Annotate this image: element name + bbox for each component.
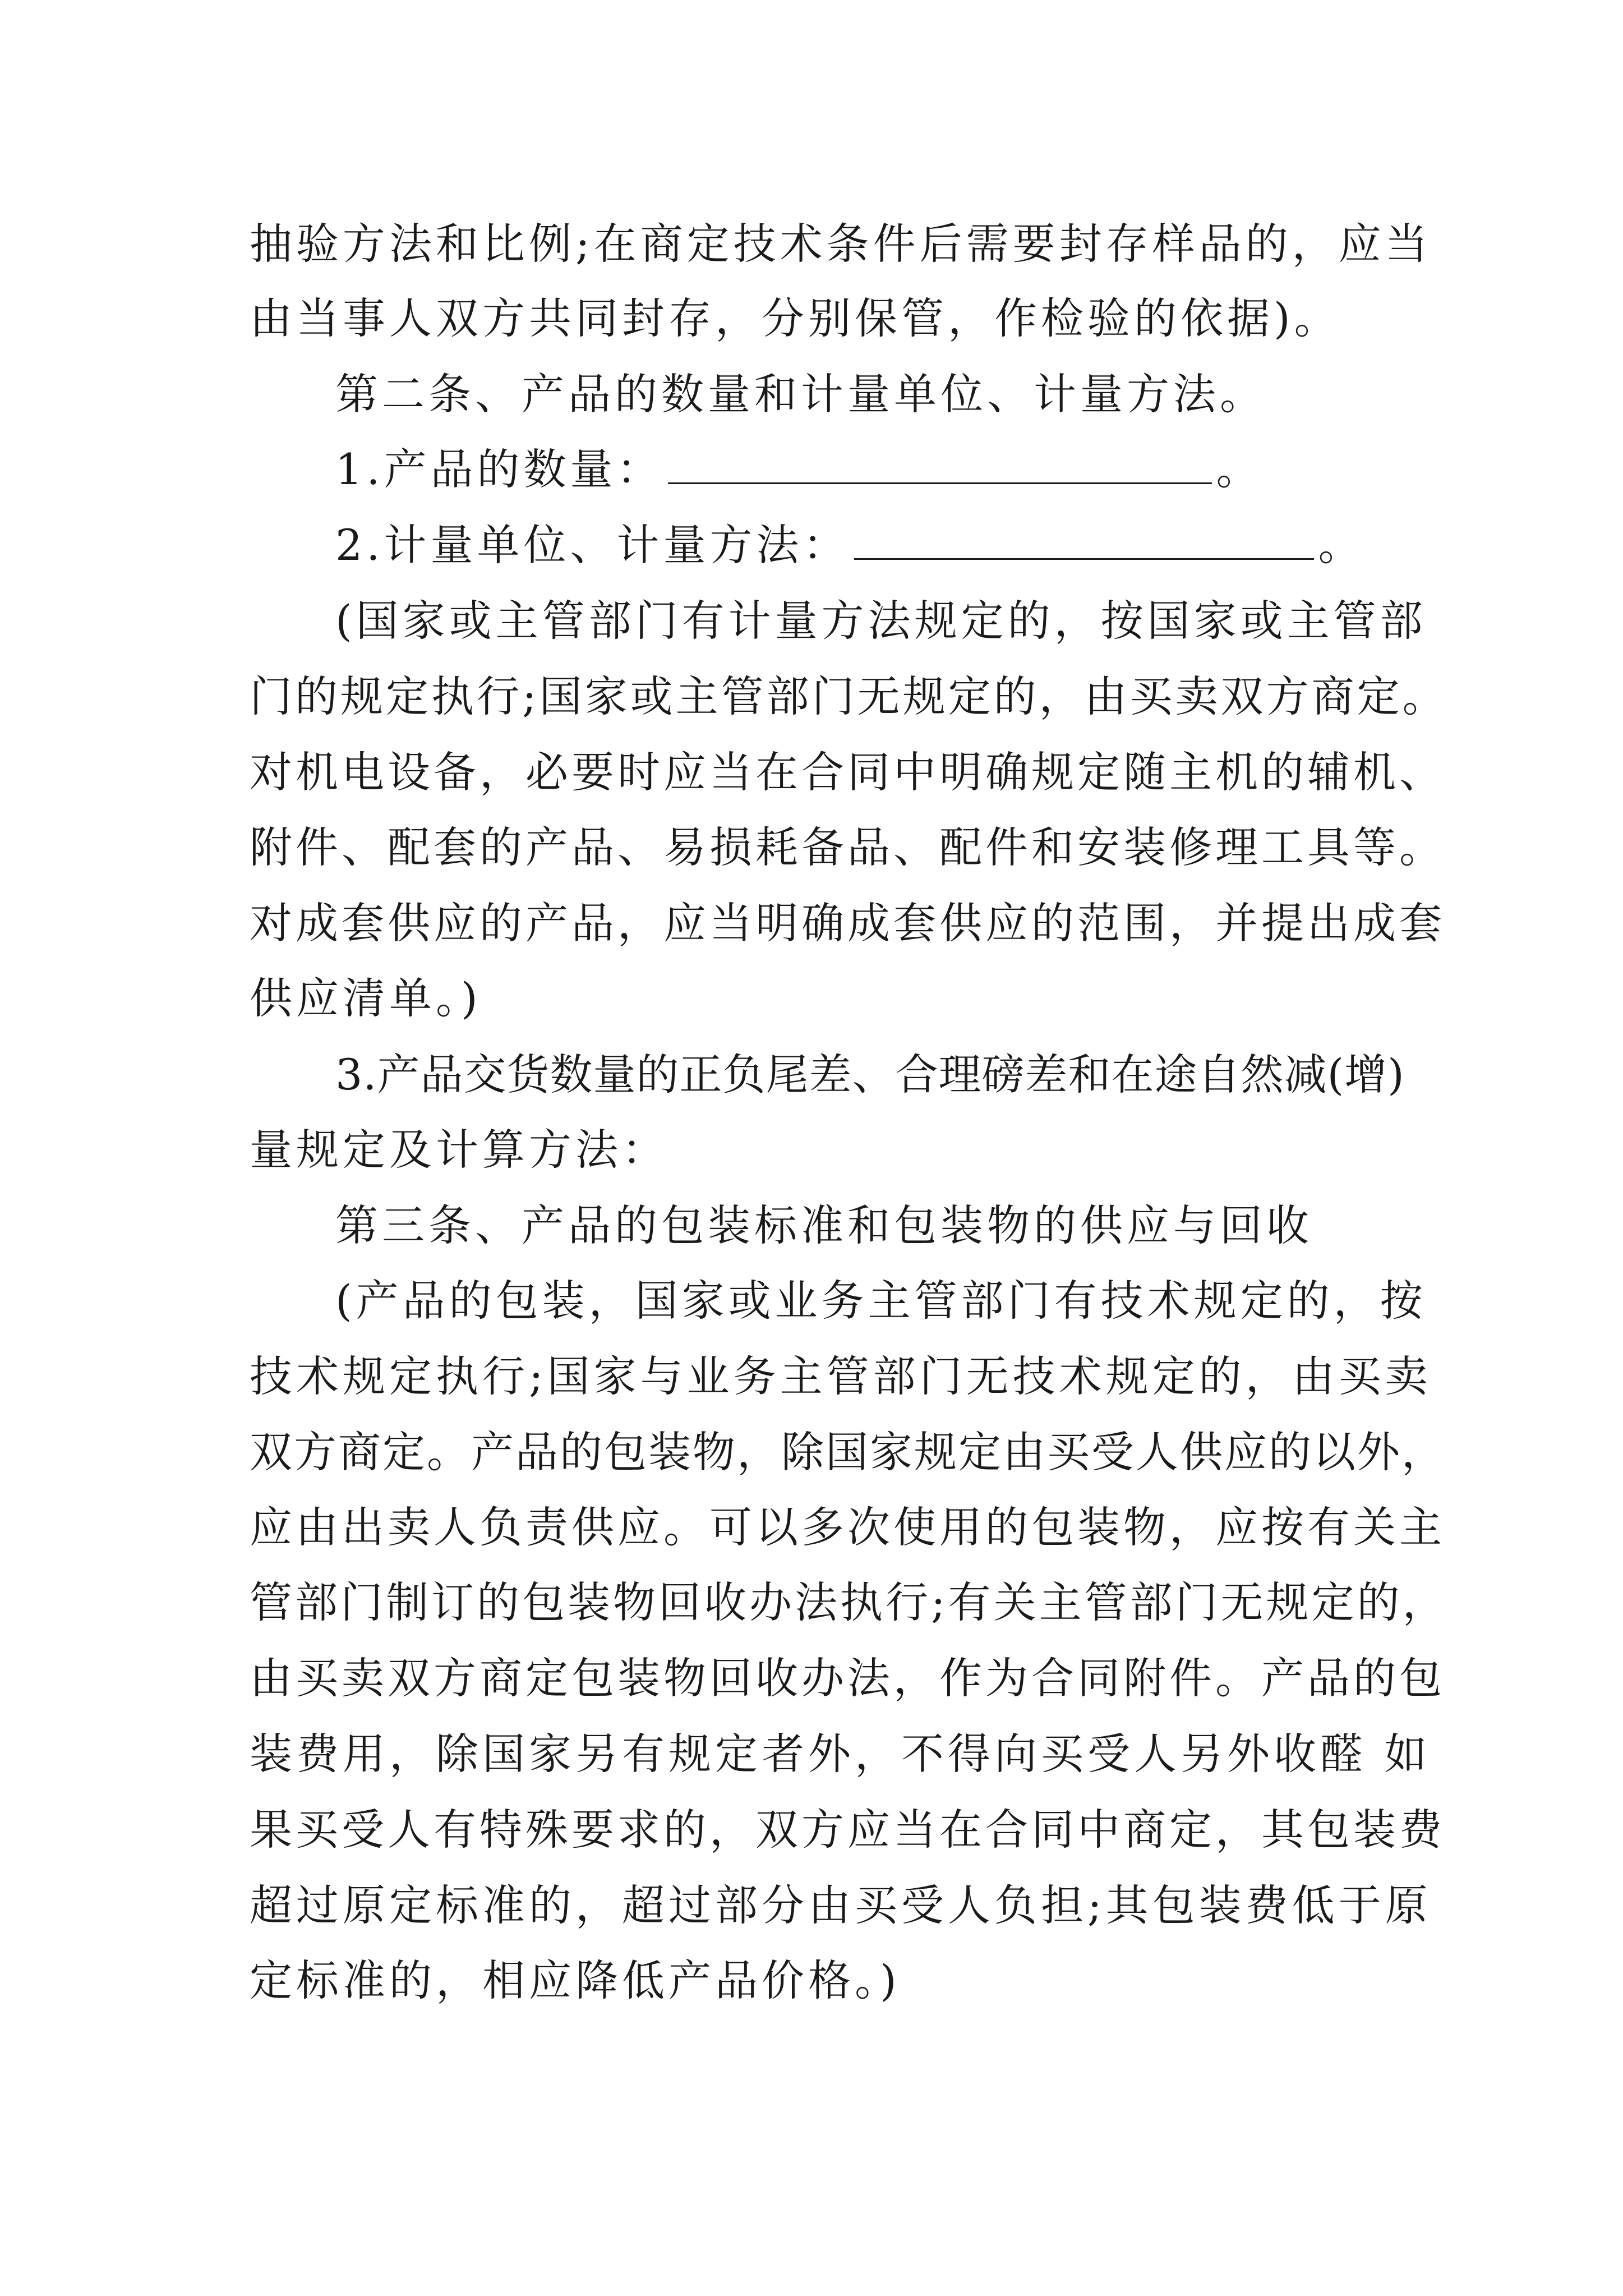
body-line-20: 应由出卖人负责供应。可以多次使用的包装物，应按有关主 xyxy=(250,1502,1445,1552)
body-line-13: 供应清单。) xyxy=(250,973,482,1023)
body-line-18: 技术规定执行;国家与业务主管部门无技术规定的，由买卖 xyxy=(250,1351,1432,1401)
quantity-blank xyxy=(668,442,1212,484)
unit-method-blank xyxy=(854,518,1314,560)
unit-method-label: 2.计量单位、计量方法： xyxy=(335,520,850,570)
body-line-26: 定标准的，相应降低产品价格。) xyxy=(250,1955,901,2005)
body-line-9: 门的规定执行;国家或主管部门无规定的，由买卖双方商定。 xyxy=(250,671,1448,721)
body-line-17: (产品的包装，国家或业务主管部门有技术规定的，按 xyxy=(335,1276,1427,1326)
body-line-10: 对机电设备，必要时应当在合同中明确规定随主机的辅机、 xyxy=(250,747,1445,797)
body-line-23: 装费用，除国家另有规定者外，不得向买受人另外收醛 如 xyxy=(250,1729,1431,1779)
body-line-1: 抽验方法和比例;在商定技术条件后需要封存样品的，应当 xyxy=(250,219,1432,269)
body-line-14: 3.产品交货数量的正负尾差、合理磅差和在途自然减(增) xyxy=(335,1050,1405,1099)
unit-method-period: 。 xyxy=(1318,520,1365,570)
quantity-line xyxy=(335,441,1263,498)
body-line-25: 超过原定标准的，超过部分由买受人负担;其包装费低于原 xyxy=(250,1880,1432,1930)
body-line-24: 果买受人有特殊要求的，双方应当在合同中商定，其包装费 xyxy=(250,1805,1445,1855)
body-line-19: 双方商定。产品的包装物，除国家规定由买受人供应的以外， xyxy=(250,1427,1446,1477)
article-3-heading: 第三条、产品的包装标准和包装物的供应与回收 xyxy=(335,1200,1313,1250)
body-line-11: 附件、配套的产品、易损耗备品、配件和安装修理工具等。 xyxy=(250,822,1445,872)
quantity-label: 1.产品的数量： xyxy=(335,444,663,494)
body-line-12: 对成套供应的产品，应当明确成套供应的范围，并提出成套 xyxy=(250,898,1445,948)
unit-method-line xyxy=(335,517,1365,573)
body-line-15: 量规定及计算方法： xyxy=(250,1125,668,1175)
article-2-heading: 第二条、产品的数量和计量单位、计量方法。 xyxy=(335,369,1266,419)
body-line-22: 由买卖双方商定包装物回收办法，作为合同附件。产品的包 xyxy=(250,1653,1445,1703)
quantity-period: 。 xyxy=(1216,444,1263,494)
body-line-8: (国家或主管部门有计量方法规定的，按国家或主管部 xyxy=(335,596,1427,646)
body-line-2: 由当事人双方共同封存，分别保管，作检验的依据)。 xyxy=(250,293,1341,343)
body-line-21: 管部门制订的包装物回收办法执行;有关主管部门无规定的， xyxy=(250,1577,1448,1627)
